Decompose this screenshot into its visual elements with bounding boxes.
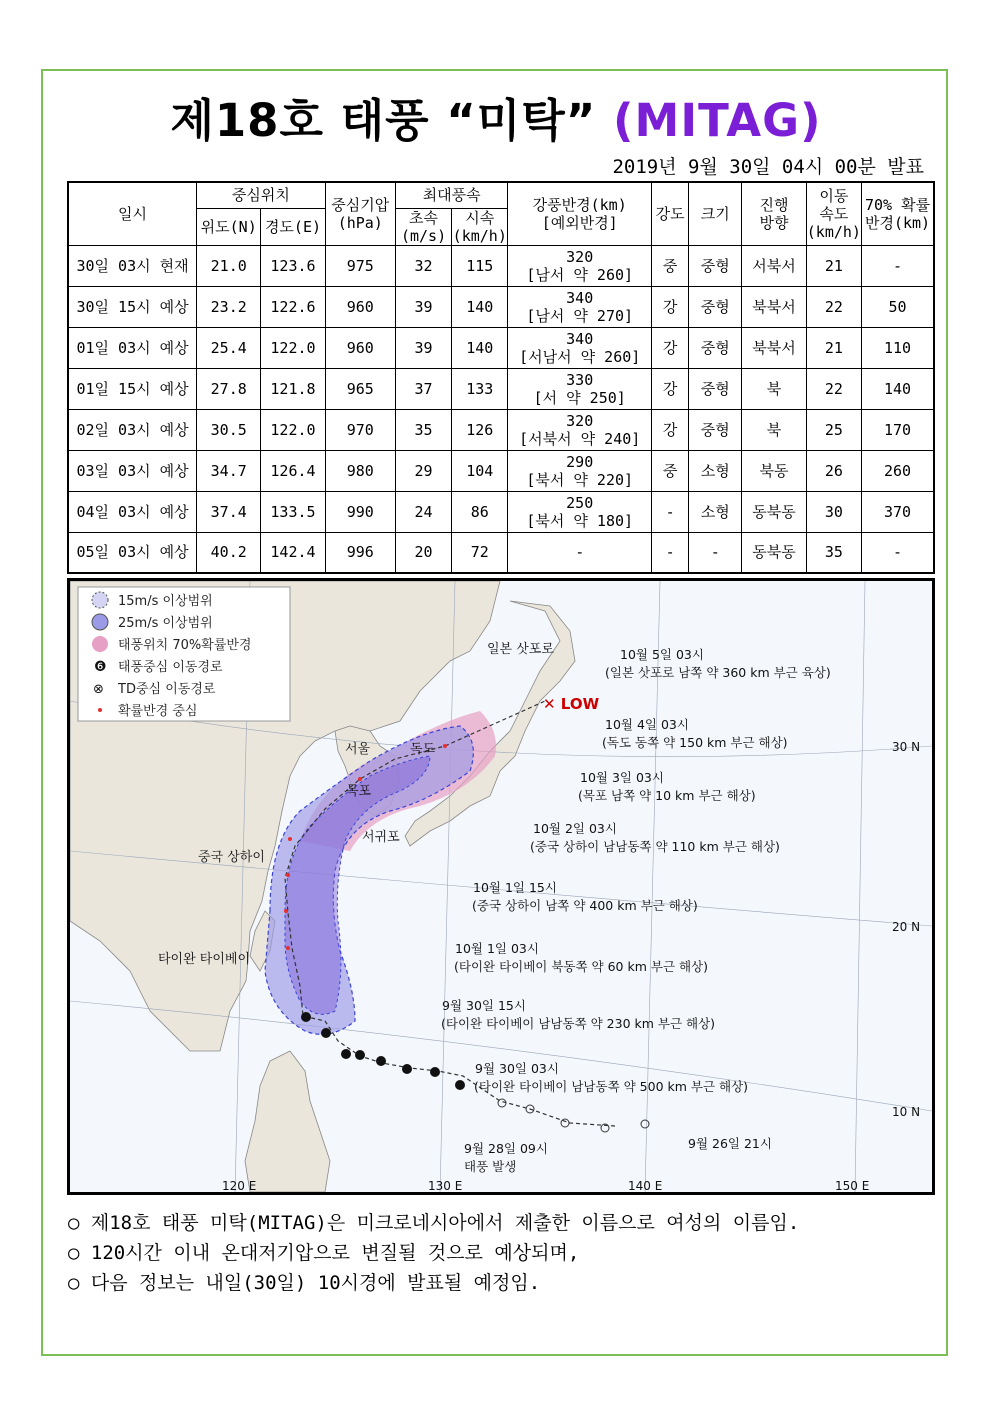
radius-value: 340	[566, 288, 594, 307]
cell-spd: 25	[806, 409, 861, 450]
cell-dir: 북	[742, 409, 806, 450]
cell-p: 960	[325, 327, 395, 368]
place-sapporo: 일본 삿포로	[487, 642, 554, 657]
radius-value: 290	[566, 452, 594, 471]
svg-text:10월 3일 03시: 10월 3일 03시	[580, 770, 664, 785]
cell-kmh: 72	[452, 532, 508, 573]
cell-radius	[508, 327, 652, 368]
table-row	[68, 491, 934, 532]
header-max-wind: 최대풍속	[395, 182, 507, 208]
header-radius: 강풍반경(km) [예외반경]	[508, 182, 652, 245]
svg-text:9월 26일 21시: 9월 26일 21시	[688, 1136, 772, 1151]
typhoon-track-map	[67, 578, 935, 1195]
header-wind-kmh: 시속 (km/h)	[452, 208, 507, 245]
cell-radius	[508, 368, 652, 409]
svg-text:10월 4일 03시: 10월 4일 03시	[605, 717, 689, 732]
cell-int: -	[652, 532, 689, 573]
note-item: ○ 제18호 태풍 미탁(MITAG)은 미크로네시아에서 제출한 이름으로 여성의 이름임.	[68, 1212, 800, 1234]
cell-dt: 05일 03시 예상	[68, 532, 197, 573]
cell-prob: 370	[862, 491, 934, 532]
cell-radius	[508, 286, 652, 327]
cell-lon: 122.6	[261, 286, 325, 327]
cell-lat: 23.2	[197, 286, 261, 327]
cell-size: 중형	[689, 409, 742, 450]
cell-int: 강	[652, 327, 689, 368]
legend-25ms: 25m/s 이상범위	[118, 616, 213, 631]
svg-text:20 N: 20 N	[892, 920, 921, 934]
cell-dt: 30일 15시 예상	[68, 286, 197, 327]
map-legend	[78, 587, 290, 721]
svg-text:(타이완 타이베이 남남동쪽 약 230 km 부근 해상): (타이완 타이베이 남남동쪽 약 230 km 부근 해상)	[441, 1016, 716, 1031]
table-row	[68, 368, 934, 409]
legend-15ms: 15m/s 이상범위	[118, 594, 213, 609]
cell-size: 소형	[689, 491, 742, 532]
cell-p: 996	[325, 532, 395, 573]
map-svg	[70, 581, 932, 1192]
cell-dir: 북북서	[742, 286, 806, 327]
cell-dir: 북	[742, 368, 806, 409]
header-lon: 경도(E)	[261, 208, 325, 245]
cell-ms: 39	[395, 286, 451, 327]
cell-dir: 동북동	[742, 491, 806, 532]
svg-text:9월 30일 15시: 9월 30일 15시	[442, 998, 526, 1013]
header-pressure: 중심기압 (hPa)	[325, 182, 395, 245]
svg-text:9월 28일 09시: 9월 28일 09시	[464, 1141, 548, 1156]
cell-dt: 04일 03시 예상	[68, 491, 197, 532]
radius-exception: [북서 약 180]	[526, 511, 634, 530]
cell-p: 965	[325, 368, 395, 409]
cell-spd: 22	[806, 368, 861, 409]
cell-lat: 21.0	[197, 245, 261, 286]
radius-value: 320	[566, 247, 594, 266]
svg-text:10월 5일 03시: 10월 5일 03시	[620, 647, 704, 662]
svg-text:120 E: 120 E	[222, 1179, 257, 1192]
cell-p: 970	[325, 409, 395, 450]
cell-p: 990	[325, 491, 395, 532]
page-title	[0, 84, 992, 149]
table-row	[68, 245, 934, 286]
cell-kmh: 86	[452, 491, 508, 532]
cell-radius	[508, 450, 652, 491]
svg-text:(중국 상하이 남남동쪽 약 110 km 부근 해상): (중국 상하이 남남동쪽 약 110 km 부근 해상)	[530, 839, 780, 854]
cell-dt: 30일 03시 현재	[68, 245, 197, 286]
cell-int: 강	[652, 409, 689, 450]
legend-prob: 태풍위치 70%확률반경	[118, 638, 252, 653]
header-lat: 위도(N)	[197, 208, 261, 245]
cell-dt: 03일 03시 예상	[68, 450, 197, 491]
header-direction: 진행 방향	[742, 182, 806, 245]
place-mokpo: 목포	[346, 784, 372, 799]
svg-text:150 E: 150 E	[835, 1179, 870, 1192]
cell-ms: 39	[395, 327, 451, 368]
note-item: ○ 120시간 이내 온대저기압으로 변질될 것으로 예상되며,	[68, 1242, 580, 1264]
cell-ms: 37	[395, 368, 451, 409]
cell-size: 소형	[689, 450, 742, 491]
table-row	[68, 450, 934, 491]
table-row	[68, 532, 934, 573]
svg-text:(중국 상하이 남쪽 약 400 km 부근 해상): (중국 상하이 남쪽 약 400 km 부근 해상)	[472, 898, 698, 913]
radius-exception: [서남서 약 260]	[519, 347, 641, 366]
cell-kmh: 133	[452, 368, 508, 409]
svg-text:10월 2일 03시: 10월 2일 03시	[533, 821, 617, 836]
table-row	[68, 286, 934, 327]
cell-size: 중형	[689, 327, 742, 368]
radius-exception: [남서 약 260]	[526, 265, 634, 284]
title-english: (MITAG)	[612, 94, 822, 147]
cell-radius	[508, 245, 652, 286]
place-dokdo: 독도	[410, 742, 436, 757]
cell-lat: 30.5	[197, 409, 261, 450]
svg-text:(독도 동쪽 약 150 km 부근 해상): (독도 동쪽 약 150 km 부근 해상)	[602, 735, 788, 750]
cell-lat: 25.4	[197, 327, 261, 368]
td-symbol-icon: ⊗	[93, 682, 104, 697]
legend-td: TD중심 이동경로	[118, 682, 216, 697]
title-korean: 제18호 태풍 “미탁”	[170, 94, 597, 147]
cell-lon: 133.5	[261, 491, 325, 532]
cell-p: 980	[325, 450, 395, 491]
cell-dt: 02일 03시 예상	[68, 409, 197, 450]
cell-dir: 북북서	[742, 327, 806, 368]
radius-value: 250	[566, 493, 594, 512]
cell-prob: -	[862, 532, 934, 573]
svg-text:140 E: 140 E	[628, 1179, 663, 1192]
legend-track: 태풍중심 이동경로	[118, 660, 223, 675]
radius-exception: [북서 약 220]	[526, 470, 634, 489]
cell-lon: 123.6	[261, 245, 325, 286]
cell-int: -	[652, 491, 689, 532]
cell-lat: 37.4	[197, 491, 261, 532]
typhoon-forecast-table	[67, 181, 935, 574]
svg-text:(타이완 타이베이 북동쪽 약 60 km 부근 해상): (타이완 타이베이 북동쪽 약 60 km 부근 해상)	[454, 959, 709, 974]
typhoon-symbol-icon: ❻	[94, 659, 107, 675]
svg-text:(일본 삿포로 남쪽 약 360 km 부근 육상): (일본 삿포로 남쪽 약 360 km 부근 육상)	[605, 665, 831, 680]
cell-int: 중	[652, 245, 689, 286]
svg-text:10 N: 10 N	[892, 1105, 921, 1119]
place-seogwipo: 서귀포	[362, 830, 400, 845]
cell-prob: -	[862, 245, 934, 286]
cell-p: 975	[325, 245, 395, 286]
cell-ms: 32	[395, 245, 451, 286]
svg-text:(타이완 타이베이 남남동쪽 약 500 km 부근 해상): (타이완 타이베이 남남동쪽 약 500 km 부근 해상)	[474, 1079, 749, 1094]
svg-text:10월 1일 03시: 10월 1일 03시	[455, 941, 539, 956]
issued-date: 2019년 9월 30일 04시 00분 발표	[612, 156, 924, 178]
cell-kmh: 104	[452, 450, 508, 491]
table-row	[68, 409, 934, 450]
place-shanghai: 중국 상하이	[198, 850, 265, 865]
cell-dir: 북동	[742, 450, 806, 491]
legend-prob-center: 확률반경 중심	[118, 704, 198, 719]
cell-lon: 121.8	[261, 368, 325, 409]
radius-value: 340	[566, 329, 594, 348]
header-wind-ms: 초속 (m/s)	[395, 208, 451, 245]
cell-radius	[508, 409, 652, 450]
cell-spd: 21	[806, 245, 861, 286]
svg-text:30 N: 30 N	[892, 740, 921, 754]
cell-ms: 35	[395, 409, 451, 450]
cell-int: 강	[652, 368, 689, 409]
notes-section	[68, 1208, 799, 1298]
cell-ms: 20	[395, 532, 451, 573]
header-size: 크기	[689, 182, 742, 245]
cell-prob: 260	[862, 450, 934, 491]
radius-value: 320	[566, 411, 594, 430]
place-taipei: 타이완 타이베이	[158, 952, 251, 967]
cell-lon: 122.0	[261, 409, 325, 450]
table-row	[68, 327, 934, 368]
cell-int: 중	[652, 450, 689, 491]
cell-spd: 21	[806, 327, 861, 368]
cell-size: 중형	[689, 286, 742, 327]
cell-prob: 140	[862, 368, 934, 409]
svg-text:10월 1일 15시: 10월 1일 15시	[473, 880, 557, 895]
header-prob-radius: 70% 확률 반경(km)	[862, 182, 934, 245]
svg-text:태풍 발생: 태풍 발생	[464, 1159, 517, 1174]
radius-exception: [서 약 250]	[533, 388, 626, 407]
header-center-position: 중심위치	[197, 182, 326, 208]
cell-dt: 01일 03시 예상	[68, 327, 197, 368]
radius-value: 330	[566, 370, 594, 389]
cell-int: 강	[652, 286, 689, 327]
cell-prob: 50	[862, 286, 934, 327]
radius-exception: [남서 약 270]	[526, 306, 634, 325]
place-seoul: 서울	[345, 742, 371, 757]
radius-value: -	[575, 543, 585, 562]
cell-spd: 26	[806, 450, 861, 491]
cell-radius	[508, 532, 652, 573]
svg-text:(목포 남쪽 약 10 km 부근 해상): (목포 남쪽 약 10 km 부근 해상)	[578, 788, 756, 803]
cell-kmh: 126	[452, 409, 508, 450]
cell-kmh: 140	[452, 327, 508, 368]
cell-lon: 142.4	[261, 532, 325, 573]
cell-radius	[508, 491, 652, 532]
cell-size: 중형	[689, 245, 742, 286]
svg-text:130 E: 130 E	[428, 1179, 463, 1192]
cell-kmh: 140	[452, 286, 508, 327]
cell-p: 960	[325, 286, 395, 327]
cell-lat: 40.2	[197, 532, 261, 573]
cell-size: 중형	[689, 368, 742, 409]
cell-lat: 27.8	[197, 368, 261, 409]
cell-spd: 22	[806, 286, 861, 327]
cell-lon: 122.0	[261, 327, 325, 368]
header-datetime: 일시	[68, 182, 197, 245]
header-intensity: 강도	[652, 182, 689, 245]
cell-dir: 동북동	[742, 532, 806, 573]
note-item: ○ 다음 정보는 내일(30일) 10시경에 발표될 예정임.	[68, 1272, 541, 1294]
cell-kmh: 115	[452, 245, 508, 286]
cell-ms: 29	[395, 450, 451, 491]
cell-spd: 35	[806, 532, 861, 573]
cell-lon: 126.4	[261, 450, 325, 491]
cell-dir: 서북서	[742, 245, 806, 286]
cell-lat: 34.7	[197, 450, 261, 491]
cell-prob: 170	[862, 409, 934, 450]
cell-dt: 01일 15시 예상	[68, 368, 197, 409]
radius-exception: [서북서 약 240]	[519, 429, 641, 448]
cell-prob: 110	[862, 327, 934, 368]
cell-ms: 24	[395, 491, 451, 532]
cell-spd: 30	[806, 491, 861, 532]
low-marker: ✕ LOW	[543, 695, 600, 713]
svg-text:9월 30일 03시: 9월 30일 03시	[475, 1061, 559, 1076]
cell-size: -	[689, 532, 742, 573]
header-speed: 이동 속도 (km/h)	[806, 182, 861, 245]
